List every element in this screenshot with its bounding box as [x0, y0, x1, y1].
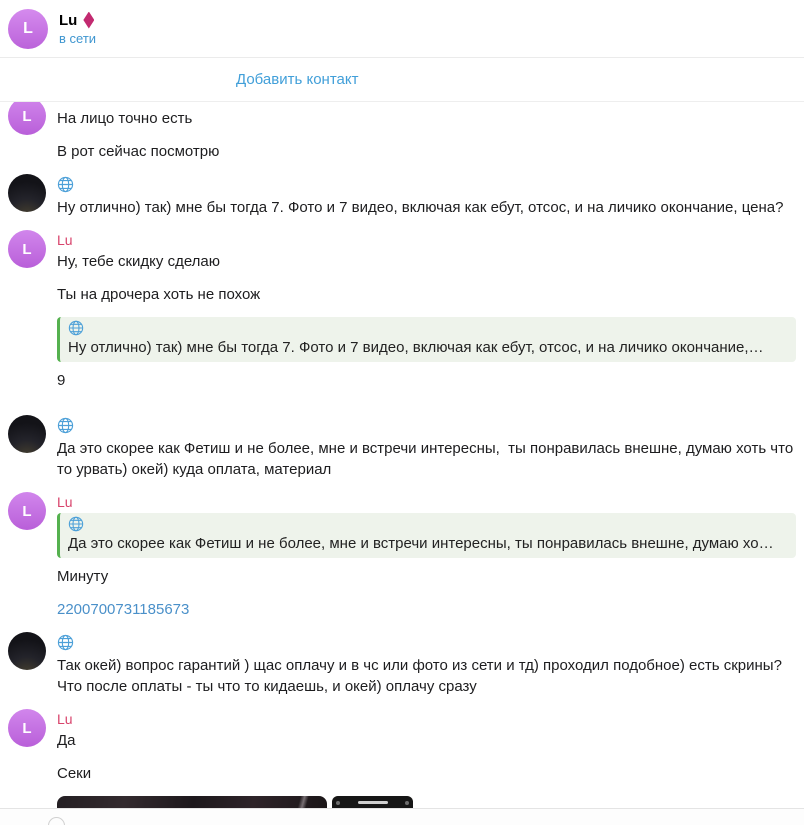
message-with-reply [57, 317, 796, 391]
add-contact-bar [0, 58, 804, 102]
card-number-link[interactable]: 2200700731185673 [57, 601, 190, 618]
globe-emoji-icon [68, 516, 84, 532]
avatar[interactable] [8, 632, 46, 670]
avatar[interactable] [8, 230, 46, 268]
avatar[interactable] [8, 492, 46, 530]
header-avatar[interactable] [8, 9, 48, 49]
decorative-dot [405, 801, 409, 805]
avatar[interactable] [8, 97, 46, 135]
contact-name: Lu [59, 11, 78, 29]
message-text: В рот сейчас посмотрю [57, 143, 220, 160]
sender-name[interactable]: Lu [57, 711, 73, 727]
message-with-reply [57, 513, 796, 587]
message-text: Ну отлично) так) мне бы тогда 7. Фото и 7 видео, включая как ебут, отсос, и на личико окончание, цена? [57, 199, 784, 216]
emoji-icon[interactable] [48, 817, 65, 825]
gem-emoji-icon [83, 12, 94, 29]
decorative-text-line [358, 801, 388, 804]
globe-emoji-icon [57, 417, 74, 434]
globe-emoji-icon [57, 176, 74, 193]
sender-name[interactable] [57, 634, 796, 653]
avatar-initial: L [22, 719, 32, 737]
message-list [0, 102, 804, 822]
avatar-initial: L [23, 19, 33, 37]
sender-name[interactable] [57, 176, 796, 195]
message-text: Минуту [57, 568, 109, 585]
message-input-bar[interactable] [0, 808, 804, 825]
sender-name[interactable]: Lu [57, 494, 73, 510]
avatar-initial: L [22, 240, 32, 258]
quoted-text: Ну отлично) так) мне бы тогда 7. Фото и 7 видео, включая как ебут, отсос, и на личико окончание,… [68, 339, 764, 356]
message-group [8, 230, 796, 403]
message-text: Секи [57, 765, 92, 782]
avatar[interactable] [8, 415, 46, 453]
globe-emoji-icon [57, 634, 74, 651]
message-text: Ты на дрочера хоть не похож [57, 286, 261, 303]
avatar[interactable] [8, 709, 46, 747]
reply-quote[interactable] [57, 513, 796, 558]
message-group [8, 709, 796, 822]
message-group [8, 106, 796, 162]
quoted-text: Да это скорее как Фетиш и не более, мне и встречи интересны, ты понравилась внешне, думаю хо… [68, 535, 774, 552]
message-text: На лицо точно есть [57, 110, 193, 127]
avatar-initial: L [22, 107, 32, 125]
avatar-initial: L [22, 502, 32, 520]
sender-name[interactable] [57, 417, 796, 436]
message-group [8, 174, 796, 218]
globe-emoji-icon [68, 320, 84, 336]
sender-name[interactable]: Lu [57, 232, 73, 248]
message-text: Да [57, 732, 76, 749]
header-info[interactable] [59, 12, 96, 46]
reply-quote[interactable] [57, 317, 796, 362]
decorative-dot [336, 801, 340, 805]
message-text: 9 [57, 372, 66, 389]
message-text: Ну, тебе скидку сделаю [57, 253, 221, 270]
message-group [8, 492, 796, 620]
online-status: в сети [59, 30, 97, 46]
message-text: Да это скорее как Фетиш и не более, мне и встречи интересны, ты понравилась внешне, думаю хоть что то урвать) окей) куда оплата, материал [57, 440, 798, 478]
message-text: Так окей) вопрос гарантий ) щас оплачу и в чс или фото из сети и тд) проходил подобное) есть скрины? Что после оплаты - ты что то кидаешь, и окей) оплачу сразу [57, 657, 787, 695]
message-group [8, 415, 796, 480]
avatar[interactable] [8, 174, 46, 212]
chat-header [0, 0, 804, 58]
message-group [8, 632, 796, 697]
add-contact-button[interactable]: Добавить контакт [236, 71, 359, 88]
